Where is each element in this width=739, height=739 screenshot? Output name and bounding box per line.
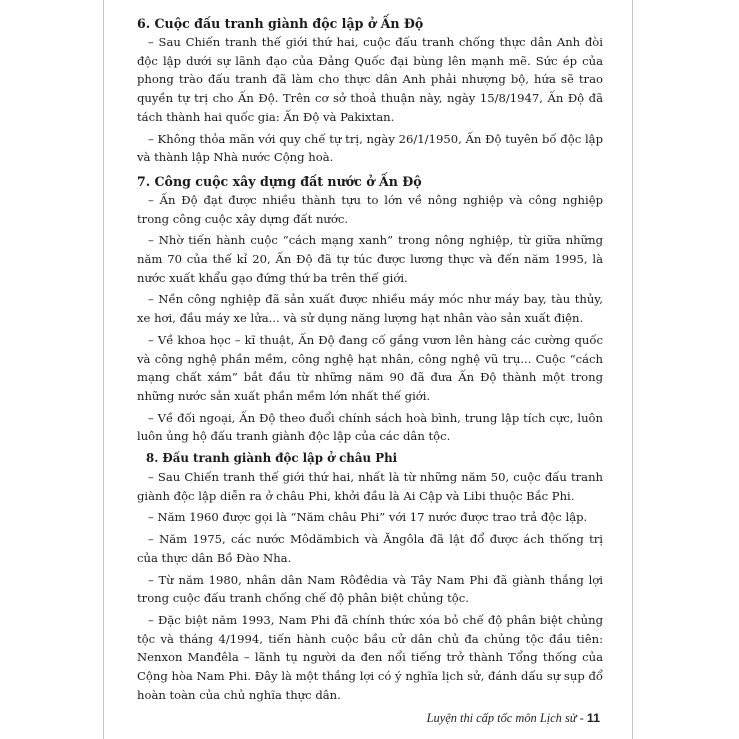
page-footer [380,711,600,726]
footer-book-title: Luyện thi cấp tốc môn Lịch sử - [426,711,584,725]
document-body [137,14,603,708]
section-8-paragraph: – Năm 1960 được gọi là “Năm châu Phi” với 17 nước được trao trả độc lập. [148,510,588,525]
section-8-paragraph: – Năm 1975, các nước Môdămbich và Ăngôla đã lật đổ được ách thống trị của thực dân Bồ Đào Nha. [137,532,603,565]
section-7-paragraph: – Về khoa học – kĩ thuật, Ấn Độ đang cố gắng vươn lên hàng các cường quốc và công nghệ phần mềm, công nghệ hạt nhân, công nghệ vũ trụ... Cuộc “cách mạng chất xám” bắt đầu từ những năm 90 đã đưa Ấn Độ thành một trong những nước sản xuất phần mềm lớn nhất thế giới. [137,332,603,403]
section-8-paragraph: – Đặc biệt năm 1993, Nam Phi đã chính thức xóa bỏ chế độ phân biệt chủng tộc và tháng 4/1994, tiến hành cuộc bầu cử dân chủ đa chủng tộc đầu tiên: Nenxon Manđêla – lãnh tụ người da đen nổi tiếng trở thành Tổng thống của Cộng hòa Nam Phi. Đây là một thắng lợi có ý nghĩa lịch sử, đánh dấu sự sụp đổ hoàn toàn của chủ nghĩa thực dân. [137,612,603,702]
section-7-paragraph: – Nhờ tiến hành cuộc “cách mạng xanh” trong nông nghiệp, từ giữa những năm 70 của thế kỉ 20, Ấn Độ đã tự túc được lương thực và đến năm 1995, là nước xuất khẩu gạo đứng thứ ba trên thế giới. [137,233,603,285]
section-8-paragraph: – Sau Chiến tranh thế giới thứ hai, nhất là từ những năm 50, cuộc đấu tranh giành độc lập diễn ra ở châu Phi, khởi đầu là Ai Cập và Libi thuộc Bắc Phi. [137,470,603,503]
section-7-paragraph: – Ấn Độ đạt được nhiều thành tựu to lớn về nông nghiệp và công nghiệp trong công cuộc xây dựng đất nước. [137,192,603,226]
section-7-paragraph: – Nền công nghiệp đã sản xuất được nhiều máy móc như máy bay, tàu thủy, xe hơi, đầu máy xe lửa... và sử dụng năng lượng hạt nhân vào sản xuất điện. [137,292,603,326]
section-7-paragraph: – Về đối ngoại, Ấn Độ theo đuổi chính sách hoà bình, trung lập tích cực, luôn luôn ủng hộ đấu tranh giành độc lập của các dân tộc. [137,410,603,444]
section-8-title: 8. Đấu tranh giành độc lập ở châu Phi [146,451,398,466]
page-number: 11 [586,711,600,725]
section-8-paragraph: – Từ năm 1980, nhân dân Nam Rôđêdia và Tây Nam Phi đã giành thắng lợi trong cuộc đấu tranh chống chế độ phân biệt chủng tộc. [137,572,603,606]
section-6-title: 6. Cuộc đấu tranh giành độc lập ở Ấn Độ [137,16,424,31]
section-6-paragraph: – Sau Chiến tranh thế giới thứ hai, cuộc đấu tranh chống thực dân Anh đòi độc lập dưới sự lãnh đạo của Đảng Quốc đại bùng lên mạnh mẽ. Sức ép của phong trào đấu tranh đã làm cho thực dân Anh phải nhượng bộ, hứa sẽ trao quyền tự trị cho Ấn Độ. Trên cơ sở thoả thuận này, ngày 15/8/1947, Ấn Độ đã tách thành hai quốc gia: Ấn Độ và Pakixtan. [137,35,603,124]
section-6-paragraph: – Không thỏa mãn với quy chế tự trị, ngày 26/1/1950, Ấn Độ tuyên bố độc lập và thành lập Nhà nước Cộng hoà. [137,131,603,165]
section-7-title: 7. Công cuộc xây dựng đất nước ở Ấn Độ [137,173,422,189]
